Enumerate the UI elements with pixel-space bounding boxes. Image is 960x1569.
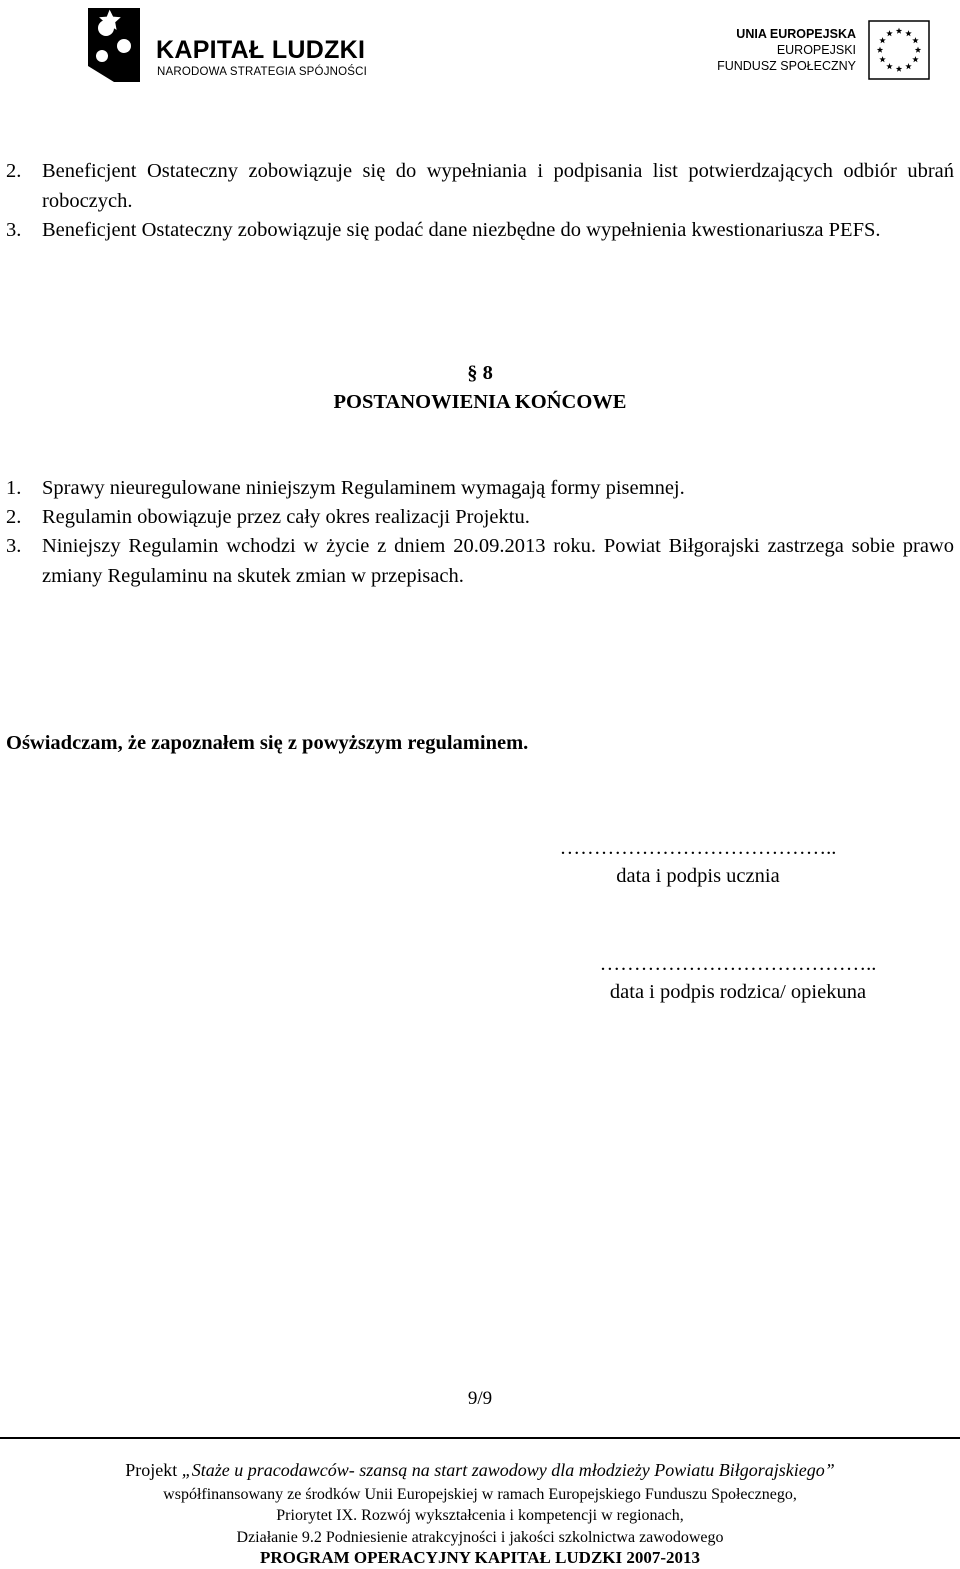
list-item	[6, 532, 954, 591]
list-item	[6, 216, 954, 246]
signature-block-student	[548, 834, 848, 890]
footer-prefix: Projekt	[125, 1460, 182, 1480]
page-number: 9/9	[467, 1388, 493, 1409]
list-text: Beneficjent Ostateczny zobowiązuje się podać dane niezbędne do wypełnienia kwestionariusza PEFS.	[42, 219, 881, 241]
footer-line3: Priorytet IX. Rozwój wykształcenia i kompetencji w regionach,	[276, 1507, 684, 1524]
footer-divider	[0, 1437, 960, 1439]
signature-label: data i podpis ucznia	[616, 865, 780, 887]
footer-line5: PROGRAM OPERACYJNY KAPITAŁ LUDZKI 2007-2013	[259, 1548, 701, 1567]
eu-line2: EUROPEJSKI	[776, 43, 856, 57]
eu-line3: FUNDUSZ SPOŁECZNY	[717, 59, 856, 73]
eu-flag-icon	[868, 20, 930, 80]
list-item	[6, 503, 954, 533]
footer-line2: współfinansowany ze środków Unii Europejskiej w ramach Europejskiego Funduszu Społecznego,	[163, 1486, 797, 1503]
list-text: Regulamin obowiązuje przez cały okres realizacji Projektu.	[42, 506, 530, 528]
eu-logo	[700, 18, 960, 82]
signature-line: …………………………………..	[599, 953, 877, 975]
kapital-ludzki-emblem-icon	[84, 6, 144, 84]
list-number: 2.	[6, 506, 22, 528]
signature-block-parent	[588, 950, 888, 1006]
kapital-ludzki-title: KAPITAŁ LUDZKI	[156, 36, 366, 64]
list-item	[6, 474, 954, 504]
footer-project-line	[0, 1460, 960, 1481]
list-item	[6, 157, 954, 216]
kapital-ludzki-subtitle: NARODOWA STRATEGIA SPÓJNOŚCI	[157, 66, 368, 78]
list-text: Niniejszy Regulamin wchodzi w życie z dniem 20.09.2013 roku. Powiat Biłgorajski zastrzega sobie prawo zmiany Regulaminu na skutek zmian w przepisach.	[42, 535, 954, 587]
list-number: 1.	[6, 477, 22, 499]
signature-label: data i podpis rodzica/ opiekuna	[609, 981, 867, 1003]
section-number: § 8	[467, 362, 493, 384]
list-number: 2.	[6, 160, 22, 182]
kapital-ludzki-logo	[84, 6, 374, 84]
eu-line1: UNIA EUROPEJSKA	[736, 27, 856, 41]
signature-line: …………………………………..	[559, 837, 837, 859]
section-title: POSTANOWIENIA KOŃCOWE	[333, 391, 627, 413]
declaration: Oświadczam, że zapoznałem się z powyższym regulaminem.	[6, 732, 529, 754]
list-text: Sprawy nieuregulowane niniejszym Regulaminem wymagają formy pisemnej.	[42, 477, 685, 499]
footer-project-title: „Staże u pracodawców- szansą na start zawodowy dla młodzieży Powiatu Biłgorajskiego”	[181, 1460, 835, 1480]
list-number: 3.	[6, 219, 22, 241]
list-text: Beneficjent Ostateczny zobowiązuje się do wypełniania i podpisania list potwierdzających odbiór ubrań roboczych.	[42, 160, 954, 212]
eu-logo-text	[717, 26, 856, 74]
list-number: 3.	[6, 535, 22, 557]
footer-line4: Działanie 9.2 Podniesienie atrakcyjności i jakości szkolnictwa zawodowego	[236, 1529, 724, 1546]
